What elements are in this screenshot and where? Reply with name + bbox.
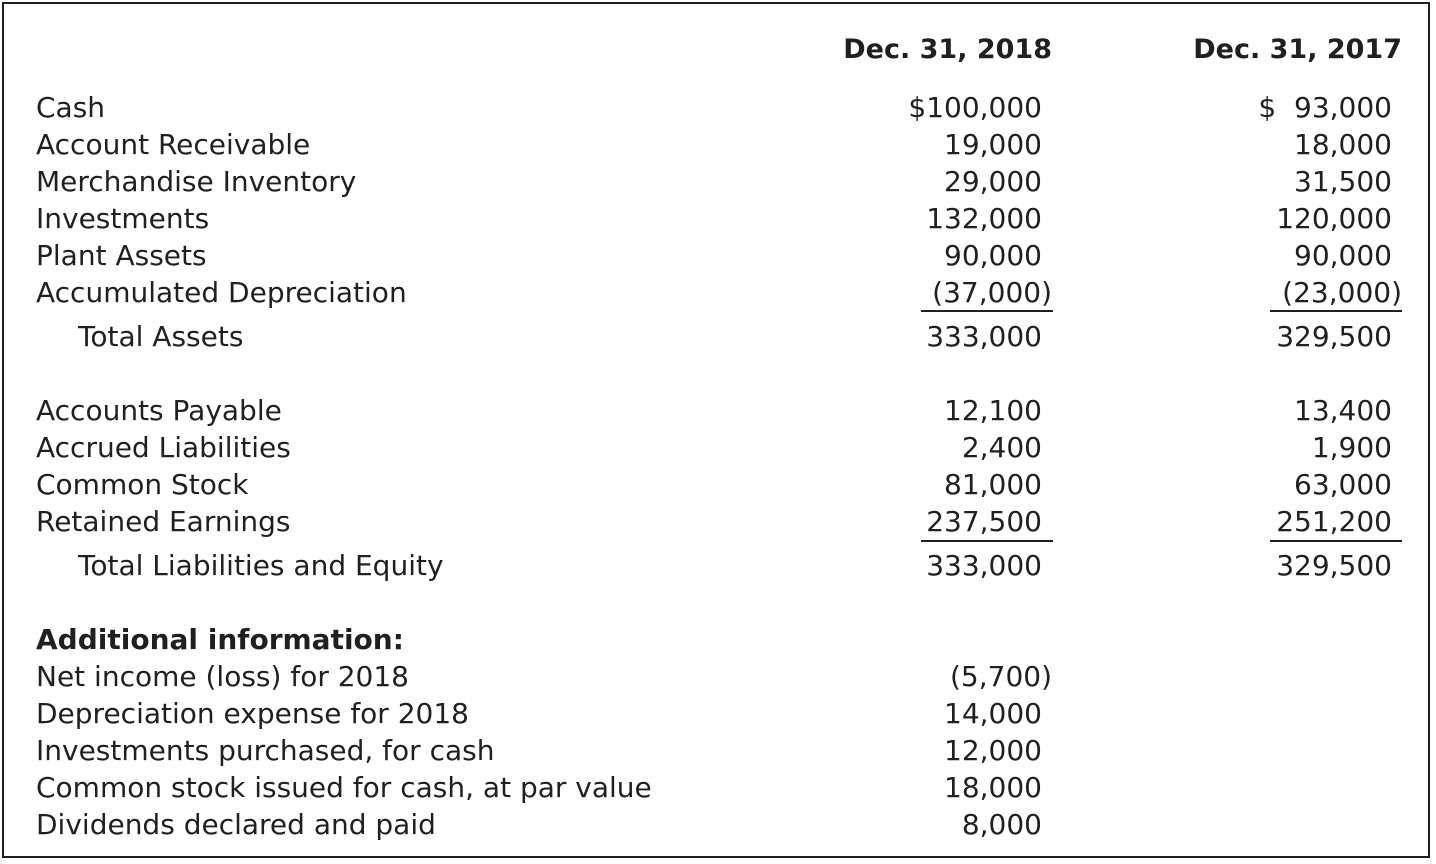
equity-row-retained-earnings (4, 503, 1428, 540)
asset-row-plant-assets (4, 237, 1428, 274)
row-label: Common stock issued for cash, at par value (36, 771, 652, 804)
asset-row-account-receivable (4, 126, 1428, 163)
value-2018: $100,000 (908, 91, 1042, 124)
value: 12,000 (944, 734, 1042, 767)
value-2018: 237,500 (926, 505, 1042, 538)
row-label: Depreciation expense for 2018 (36, 697, 469, 730)
value-2018: 2,400 (961, 431, 1042, 464)
asset-row-cash (4, 89, 1428, 126)
row-label: Cash (36, 91, 106, 124)
row-label: Accrued Liabilities (36, 431, 291, 464)
value-2017: 329,500 (1276, 320, 1392, 353)
subtotal-rule-2018 (921, 540, 1053, 542)
value: 18,000 (944, 771, 1042, 804)
value-2018: 333,000 (926, 320, 1042, 353)
value-2017: 120,000 (1276, 202, 1392, 235)
value-2018: 81,000 (944, 468, 1042, 501)
subtotal-rule-2017 (1270, 310, 1402, 312)
subtotal-rule-2017 (1270, 540, 1402, 542)
row-label: Dividends declared and paid (36, 808, 436, 841)
value-2017: 329,500 (1276, 549, 1392, 582)
additional-row-net-income (4, 658, 1428, 695)
value-2017: 1,900 (1311, 431, 1392, 464)
value-2017: 31,500 (1294, 165, 1392, 198)
row-label: Plant Assets (36, 239, 207, 272)
additional-row-common-stock-issued (4, 769, 1428, 806)
column-header-2018: Dec. 31, 2018 (843, 34, 1052, 65)
equity-row-common-stock (4, 466, 1428, 503)
value-2017: 63,000 (1294, 468, 1392, 501)
row-label: Account Receivable (36, 128, 311, 161)
asset-row-investments (4, 200, 1428, 237)
value-2017: 13,400 (1294, 394, 1392, 427)
value-2017: (23,000) (1282, 276, 1402, 309)
value: (5,700) (949, 660, 1052, 693)
row-label: Total Liabilities and Equity (78, 549, 444, 582)
value-2018: 12,100 (944, 394, 1042, 427)
row-label: Merchandise Inventory (36, 165, 357, 198)
liability-row-accrued-liabilities (4, 429, 1428, 466)
value-2018: 132,000 (926, 202, 1042, 235)
additional-info-heading: Additional information: (36, 623, 404, 656)
column-header-2017: Dec. 31, 2017 (1193, 34, 1402, 65)
row-label: Investments purchased, for cash (36, 734, 495, 767)
total-liabilities-equity-row (4, 547, 1428, 584)
value-2018: 29,000 (944, 165, 1042, 198)
value-2017: $ 93,000 (1258, 91, 1392, 124)
row-label: Accumulated Depreciation (36, 276, 407, 309)
row-label: Retained Earnings (36, 505, 291, 538)
value-2017: 90,000 (1294, 239, 1392, 272)
value-2018: 90,000 (944, 239, 1042, 272)
value-2018: (37,000) (932, 276, 1052, 309)
value: 14,000 (944, 697, 1042, 730)
additional-row-investments-purchased (4, 732, 1428, 769)
balance-sheet-table (2, 2, 1430, 858)
value-2018: 333,000 (926, 549, 1042, 582)
value: 8,000 (961, 808, 1042, 841)
value-2017: 18,000 (1294, 128, 1392, 161)
asset-row-merchandise-inventory (4, 163, 1428, 200)
additional-info-heading-row (4, 621, 1428, 658)
additional-row-dividends (4, 806, 1428, 843)
row-label: Common Stock (36, 468, 249, 501)
row-label: Investments (36, 202, 210, 235)
additional-row-depreciation-expense (4, 695, 1428, 732)
liability-row-accounts-payable (4, 392, 1428, 429)
subtotal-rule-2018 (921, 310, 1053, 312)
row-label: Total Assets (78, 320, 244, 353)
value-2018: 19,000 (944, 128, 1042, 161)
row-label: Net income (loss) for 2018 (36, 660, 409, 693)
total-assets-row (4, 318, 1428, 355)
asset-row-accumulated-depreciation (4, 274, 1428, 311)
value-2017: 251,200 (1276, 505, 1392, 538)
row-label: Accounts Payable (36, 394, 282, 427)
